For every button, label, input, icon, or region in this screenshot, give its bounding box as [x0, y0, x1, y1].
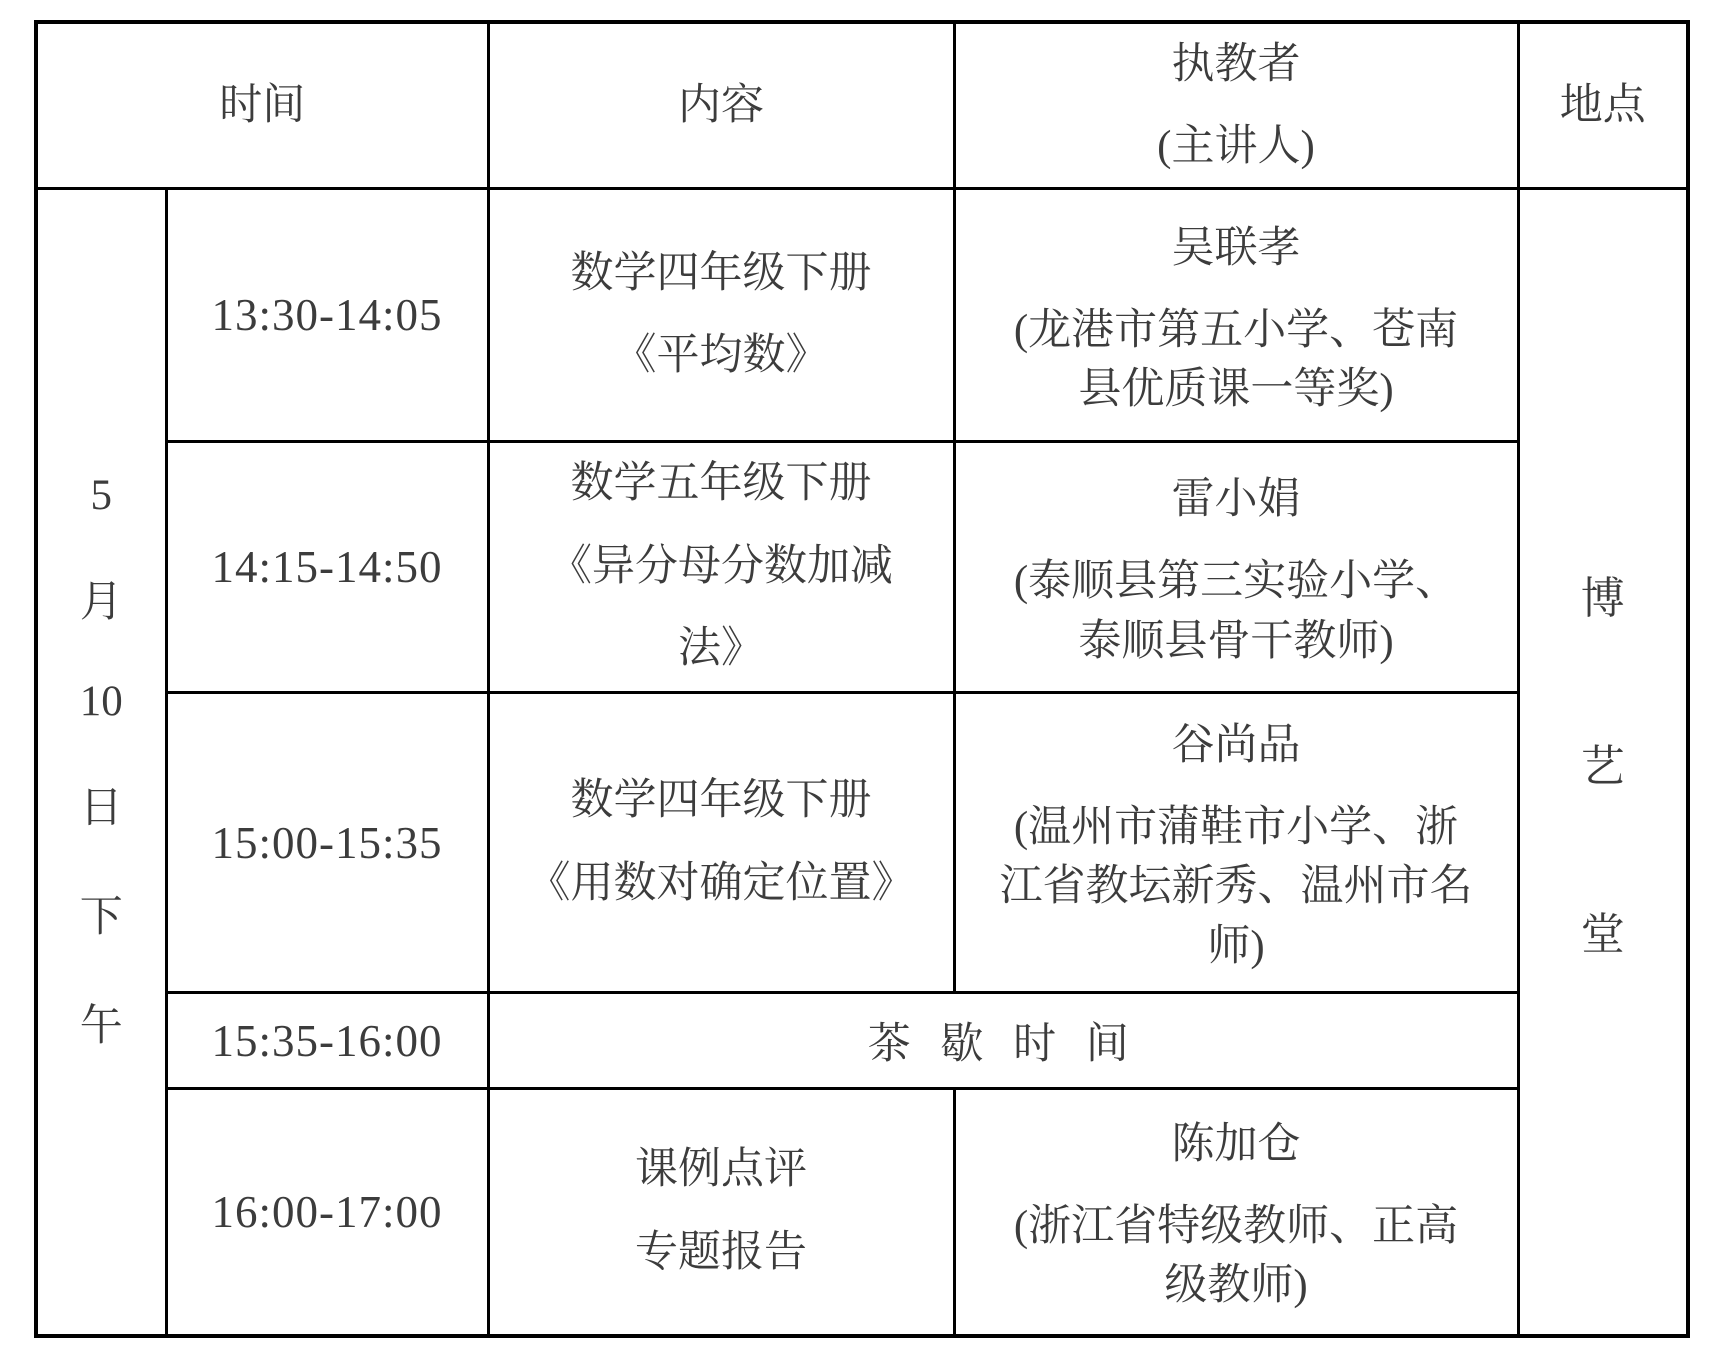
session-row-1	[36, 189, 1688, 442]
speaker-name: 雷小娟	[1171, 476, 1301, 524]
lesson-series: 数学四年级下册	[570, 249, 872, 297]
header-row	[36, 22, 1688, 189]
content-cell-5	[488, 1089, 954, 1336]
session-row-5	[36, 1089, 1688, 1336]
date-unit: 下	[79, 893, 123, 941]
instructor-cell-1	[954, 189, 1518, 442]
speaker-credentials	[956, 301, 1517, 420]
lesson-title: 《平均数》	[613, 332, 829, 380]
speaker-credentials	[956, 1197, 1517, 1316]
session-row-3	[36, 693, 1688, 993]
speaker-credentials	[956, 552, 1517, 671]
speaker-credentials	[956, 798, 1517, 976]
lesson-title: 《异分母分数加减	[549, 542, 893, 590]
session-row-2	[36, 442, 1688, 693]
date-cell	[36, 189, 166, 1336]
speaker-credentials-line: 级教师)	[1164, 1262, 1308, 1310]
speaker-credentials-line: 江省教坛新秀、温州市名	[999, 863, 1473, 911]
break-cell: 茶 歇 时 间	[488, 993, 1518, 1089]
session-activity: 专题报告	[635, 1228, 807, 1276]
time-cell-1: 13:30-14:05	[166, 189, 488, 442]
speaker-credentials-line: 泰顺县骨干教师)	[1078, 617, 1394, 665]
break-row	[36, 993, 1688, 1089]
speaker-credentials-line: (泰顺县第三实验小学、	[1013, 558, 1459, 606]
speaker-name: 陈加仓	[1171, 1120, 1301, 1168]
header-instructor-title: 执教者	[1171, 41, 1301, 88]
time-cell-3: 15:00-15:35	[166, 693, 488, 993]
date-unit: 5	[90, 471, 112, 519]
date-unit: 午	[79, 1002, 123, 1050]
content-cell-2	[488, 442, 954, 693]
location-unit: 博	[1580, 573, 1625, 623]
instructor-cell-5	[954, 1089, 1518, 1336]
header-cell-instructor	[954, 22, 1518, 189]
date-unit: 月	[79, 578, 123, 626]
speaker-credentials-line: (浙江省特级教师、正高	[1013, 1202, 1459, 1250]
date-unit: 日	[79, 784, 123, 832]
lesson-series: 数学五年级下册	[570, 460, 872, 508]
schedule-table	[34, 20, 1690, 1338]
content-cell-1	[488, 189, 954, 442]
lesson-title: 《用数对确定位置》	[527, 859, 915, 907]
speaker-credentials-line: (温州市蒲鞋市小学、浙	[1013, 804, 1459, 852]
lesson-title-continued: 法》	[678, 625, 764, 673]
header-cell-time: 时间	[36, 22, 488, 189]
date-unit: 10	[79, 677, 123, 725]
location-unit: 堂	[1580, 909, 1625, 959]
date-vertical-text	[38, 471, 165, 1053]
speaker-credentials-line: (龙港市第五小学、苍南	[1013, 306, 1459, 354]
location-cell	[1518, 189, 1688, 1336]
instructor-cell-2	[954, 442, 1518, 693]
speaker-name: 吴联孝	[1171, 224, 1301, 272]
location-vertical-text	[1520, 562, 1687, 962]
lesson-series: 数学四年级下册	[570, 776, 872, 824]
time-cell-2: 14:15-14:50	[166, 442, 488, 693]
speaker-name: 谷尚品	[1171, 721, 1301, 769]
time-cell-5: 16:00-17:00	[166, 1089, 488, 1336]
speaker-credentials-line: 县优质课一等奖)	[1078, 365, 1394, 413]
header-instructor-subtitle: (主讲人)	[1157, 122, 1315, 170]
instructor-cell-3	[954, 693, 1518, 993]
header-cell-location: 地点	[1518, 22, 1688, 189]
speaker-credentials-line: 师)	[1207, 922, 1265, 970]
header-cell-content: 内容	[488, 22, 954, 189]
session-activity: 课例点评	[635, 1146, 807, 1194]
location-unit: 艺	[1580, 741, 1625, 791]
content-cell-3	[488, 693, 954, 993]
time-cell-4: 15:35-16:00	[166, 993, 488, 1089]
